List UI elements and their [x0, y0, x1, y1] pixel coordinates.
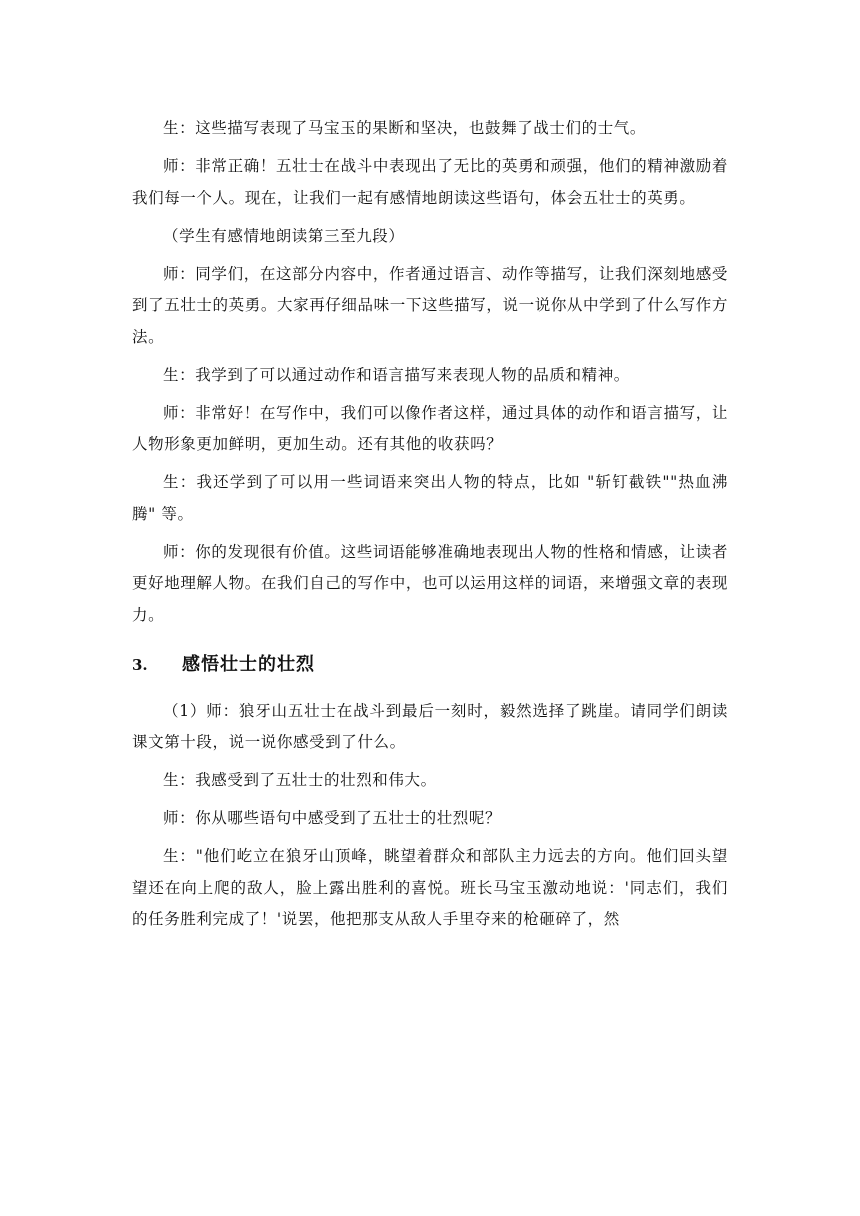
paragraph-student-answer-3: 生：我还学到了可以用一些词语来突出人物的特点，比如 "斩钉截铁""热血沸腾" 等。 — [132, 473, 728, 523]
paragraph-student-answer-2: 生：我学到了可以通过动作和语言描写来表现人物的品质和精神。 — [163, 365, 630, 384]
paragraph-student-quote: 生："他们屹立在狼牙山顶峰，眺望着群众和部队主力远去的方向。他们回头望望还在向上爬的敌人，脸上露出胜利的喜悦。班长马宝玉激动地说：'同志们，我们的任务胜利完成了！'说罢，他把那支从敌人手里夺来的枪砸碎了，然 — [132, 847, 728, 928]
paragraph-teacher-prompt: （1）师：狼牙山五壮士在战斗到最后一刻时，毅然选择了跳崖。请同学们朗读课文第十段，说一说你感受到了什么。 — [132, 701, 728, 751]
paragraph-reading-note: （学生有感情地朗读第三至九段） — [163, 226, 405, 245]
paragraph-student-answer-1: 生：这些描写表现了马宝玉的果断和坚决，也鼓舞了战士们的士气。 — [163, 119, 647, 137]
paragraph-teacher-question-1: 师：同学们，在这部分内容中，作者通过语言、动作等描写，让我们深刻地感受到了五壮士的英勇。大家再仔细品味一下这些描写，说一说你从中学到了什么写作方法。 — [132, 264, 728, 346]
section-title: 感悟壮士的壮烈 — [182, 653, 315, 675]
section-number: 3. — [132, 655, 148, 674]
paragraph-teacher-response-2: 师：非常好！在写作中，我们可以像作者这样，通过具体的动作和语言描写，让人物形象更加鲜明，更加生动。还有其他的收获吗？ — [132, 403, 728, 453]
paragraph-teacher-response-3: 师：你的发现很有价值。这些词语能够准确地表现出人物的性格和情感，让读者更好地理解人物。在我们自己的写作中，也可以运用这样的词语，来增强文章的表现力。 — [132, 542, 728, 624]
section-heading — [132, 638, 728, 696]
paragraph-student-answer-4: 生：我感受到了五壮士的壮烈和伟大。 — [163, 771, 437, 789]
paragraph-teacher-question-2: 师：你从哪些语句中感受到了五壮士的壮烈呢？ — [163, 809, 502, 827]
paragraph-teacher-response-1: 师：非常正确！五壮士在战斗中表现出了无比的英勇和顽强，他们的精神激励着我们每一个人。现在，让我们一起有感情地朗读这些语句，体会五壮士的英勇。 — [132, 157, 728, 207]
document-body — [132, 113, 728, 942]
